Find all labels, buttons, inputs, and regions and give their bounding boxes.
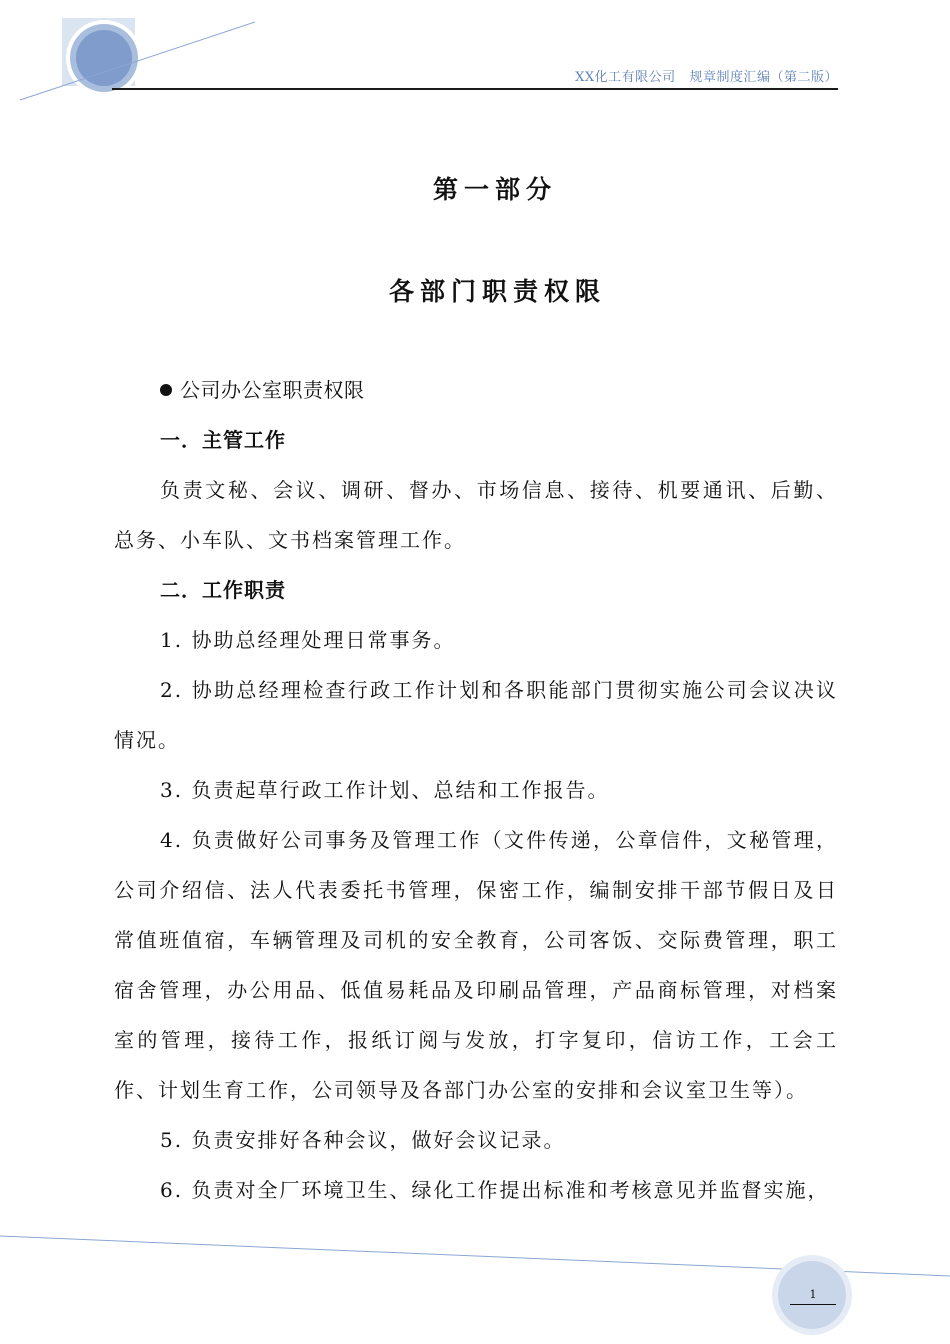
duty-item-3: 3. 负责起草行政工作计划、总结和工作报告。 xyxy=(160,778,610,802)
header-doc-title: 规章制度汇编（第二版） xyxy=(689,70,838,85)
duty-item-5: 5. 负责安排好各种会议，做好会议记录。 xyxy=(160,1128,566,1152)
duty-item-6: 6. 负责对全厂环境卫生、绿化工作提出标准和考核意见并监督实施， xyxy=(160,1178,830,1202)
header-decoration xyxy=(0,0,300,110)
running-header xyxy=(575,66,838,85)
part-title: 第一部分 xyxy=(432,175,557,204)
page-number-rule xyxy=(790,1304,836,1305)
section-heading xyxy=(114,365,838,415)
bullet-icon xyxy=(160,384,172,396)
subheading-main-work: 一．主管工作 xyxy=(160,428,286,452)
duty-item-1: 1. 协助总经理处理日常事务。 xyxy=(160,628,456,652)
header-company: XX化工有限公司 xyxy=(575,70,676,85)
duty-item-2: 2. 协助总经理检查行政工作计划和各职能部门贯彻实施公司会议决议情况。 xyxy=(114,678,838,752)
footer-decoration xyxy=(0,1220,950,1344)
subheading-duties: 二．工作职责 xyxy=(160,578,286,602)
header-rule xyxy=(112,88,838,90)
document-body xyxy=(114,365,838,1215)
header-circle xyxy=(76,30,132,86)
duty-item-4: 4. 负责做好公司事务及管理工作（文件传递，公章信件，文秘管理，公司介绍信、法人代表委托书管理，保密工作，编制安排干部节假日及日常值班值宿，车辆管理及司机的安全教育，公司客饭、交际费管理，职工宿舍管理，办公用品、低值易耗品及印刷品管理，产品商标管理，对档案室的管理，接待工作，报纸订阅与发放，打字复印，信访工作，工会工作、计划生育工作，公司领导及各部门办公室的安排和会议室卫生等）。 xyxy=(114,828,838,1102)
paragraph-main-work: 负责文秘、会议、调研、督办、市场信息、接待、机要通讯、后勤、总务、小车队、文书档案管理工作。 xyxy=(114,478,838,552)
main-title: 各部门职责权限 xyxy=(388,277,606,306)
page-number: 1 xyxy=(809,1288,817,1301)
section-heading-text: 公司办公室职责权限 xyxy=(180,378,365,402)
